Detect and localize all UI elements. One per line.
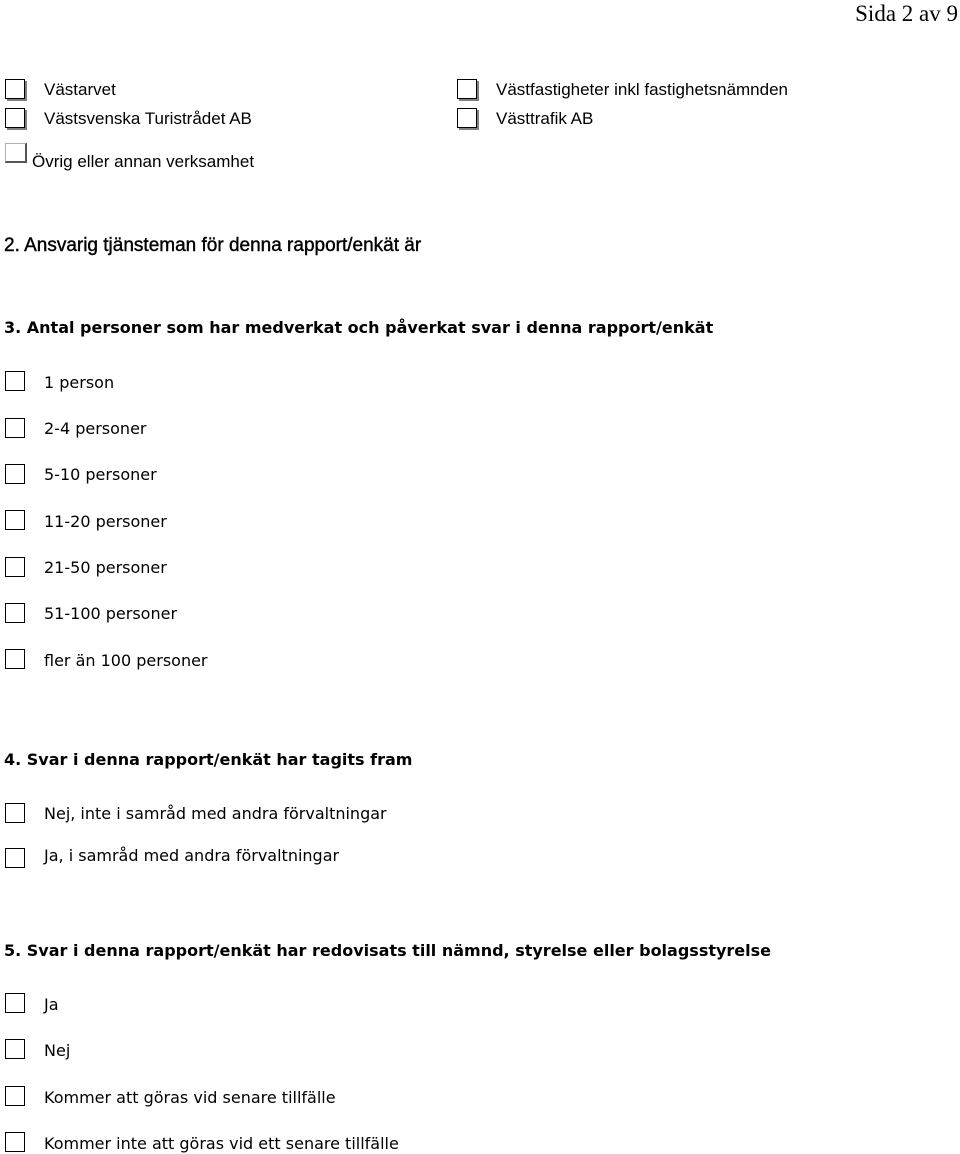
checkbox-label: Kommer att göras vid senare tillfälle bbox=[44, 1088, 336, 1107]
checkbox-1-person[interactable] bbox=[5, 371, 25, 391]
checkbox-kommer-inte-att-goras[interactable] bbox=[5, 1132, 25, 1152]
checkbox-label: 5-10 personer bbox=[44, 465, 157, 484]
checkbox-label: 21-50 personer bbox=[44, 558, 167, 577]
checkbox-fler-an-100-personer[interactable] bbox=[5, 649, 25, 669]
checkbox-label: Ja, i samråd med andra förvaltningar bbox=[44, 846, 340, 865]
page-number-total: 9 bbox=[946, 1, 958, 26]
checkbox-ja[interactable] bbox=[5, 993, 25, 1013]
question-2-heading: 2. Ansvarig tjänsteman för denna rapport/enkät är bbox=[4, 235, 422, 256]
checkbox-label: 2-4 personer bbox=[44, 419, 147, 438]
checkbox-label: fler än 100 personer bbox=[44, 651, 208, 670]
checkbox-label: 1 person bbox=[44, 373, 115, 392]
checkbox-vastarvet[interactable] bbox=[5, 79, 25, 99]
checkbox-label: Västtrafik AB bbox=[496, 109, 594, 128]
checkbox-label: Övrig eller annan verksamhet bbox=[32, 152, 255, 171]
checkbox-nej-inte-i-samrad[interactable] bbox=[5, 803, 25, 823]
question-3-heading: 3. Antal personer som har medverkat och påverkat svar i denna rapport/enkät bbox=[4, 318, 714, 337]
page-number-prefix: Sida bbox=[855, 1, 897, 26]
question-5-heading: 5. Svar i denna rapport/enkät har redovisats till nämnd, styrelse eller bolagsstyrelse bbox=[4, 941, 772, 960]
checkbox-label: 11-20 personer bbox=[44, 512, 167, 531]
checkbox-vastsvenska-turistradet[interactable] bbox=[5, 108, 25, 128]
checkbox-ja-i-samrad[interactable] bbox=[5, 848, 25, 868]
checkbox-11-20-personer[interactable] bbox=[5, 510, 25, 530]
checkbox-vastfastigheter[interactable] bbox=[457, 79, 477, 99]
checkbox-label: Nej bbox=[44, 1041, 71, 1060]
checkbox-vasttrafik[interactable] bbox=[457, 108, 477, 128]
page-number bbox=[855, 0, 958, 28]
checkbox-label: Ja bbox=[44, 995, 59, 1014]
checkbox-kommer-att-goras[interactable] bbox=[5, 1086, 25, 1106]
checkbox-2-4-personer[interactable] bbox=[5, 418, 25, 438]
page-number-separator: av bbox=[919, 1, 941, 26]
checkbox-label: Nej, inte i samråd med andra förvaltningar bbox=[44, 804, 387, 823]
checkbox-nej[interactable] bbox=[5, 1039, 25, 1059]
checkbox-5-10-personer[interactable] bbox=[5, 464, 25, 484]
checkbox-label: Västarvet bbox=[44, 80, 116, 99]
page-number-current: 2 bbox=[901, 1, 914, 26]
question-4-heading: 4. Svar i denna rapport/enkät har tagits fram bbox=[4, 750, 413, 769]
checkbox-ovrig-verksamhet[interactable] bbox=[5, 143, 27, 163]
checkbox-label: Västsvenska Turistrådet AB bbox=[44, 109, 252, 128]
checkbox-label: Västfastigheter inkl fastighetsnämnden bbox=[496, 80, 789, 99]
checkbox-label: Kommer inte att göras vid ett senare tillfälle bbox=[44, 1134, 399, 1153]
checkbox-label: 51-100 personer bbox=[44, 604, 178, 623]
checkbox-21-50-personer[interactable] bbox=[5, 557, 25, 577]
checkbox-51-100-personer[interactable] bbox=[5, 603, 25, 623]
